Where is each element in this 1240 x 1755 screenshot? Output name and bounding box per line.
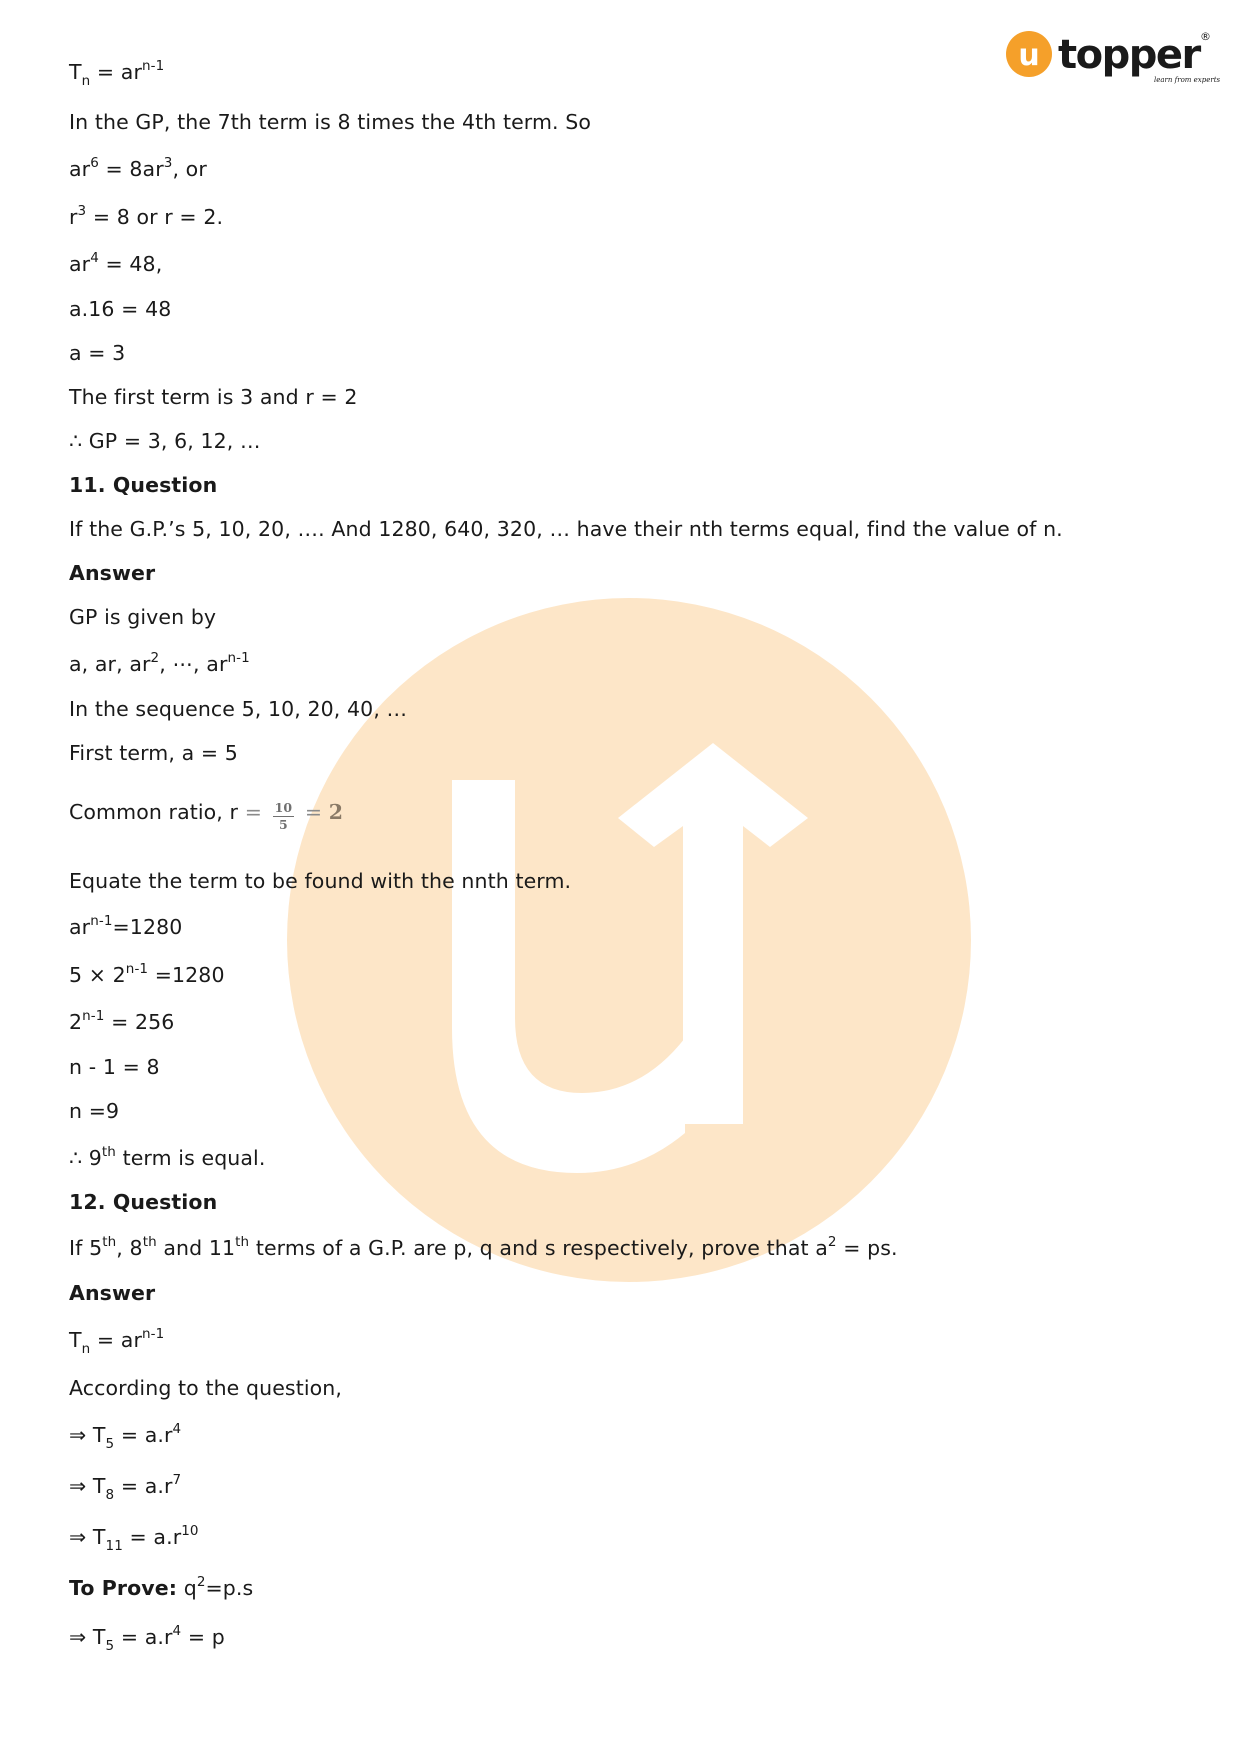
answer-heading: Answer xyxy=(69,1281,156,1305)
fraction: $\frac{10}{5}$ xyxy=(274,800,293,832)
text-line: a.16 = 48 xyxy=(69,297,172,321)
formula-line: $ar^4 = 48$, xyxy=(69,250,163,276)
question-11-title: 11. Question xyxy=(69,473,218,497)
answer-heading: Answer xyxy=(69,561,156,585)
formula-line: ⇒ $T_{11} = a.r^{10}$ xyxy=(69,1523,199,1554)
svg-text:learn from experts: learn from experts xyxy=(1154,76,1221,84)
question-12-text: If 5th, 8th and 11th terms of a G.P. are p, q and s respectively, prove that $a^2$ = ps. xyxy=(69,1234,898,1260)
svg-text:®: ® xyxy=(1200,30,1211,43)
question-11-text: If the G.P.’s 5, 10, 20, …. And 1280, 640, 320, … have their nth terms equal, find the value of n. xyxy=(69,517,1063,541)
formula-line: ∴ 9th term is equal. xyxy=(69,1144,266,1170)
formula-line: $ar^6 = 8ar^3$, or xyxy=(69,155,207,181)
formula-line: $ar^{n-1}=1280$ xyxy=(69,913,183,939)
text-line: In the sequence 5, 10, 20, 40, … xyxy=(69,697,408,721)
text-line: n - 1 = 8 xyxy=(69,1055,160,1079)
text-line: According to the question, xyxy=(69,1376,342,1400)
formula-line: a, ar, $ar^2$, ⋯, $ar^{n-1}$ xyxy=(69,650,250,676)
formula-line: $r^3 = 8$ or r = 2. xyxy=(69,203,224,229)
to-prove-line: To Prove: $q^2=p.s$ xyxy=(69,1574,254,1600)
svg-text:topper: topper xyxy=(1058,32,1200,78)
svg-text:u: u xyxy=(1018,38,1040,73)
formula-line: ⇒ $T_5 = a.r^4$ xyxy=(69,1421,182,1452)
topper-logo xyxy=(1006,27,1221,89)
formula-line: $T_n = ar^{n-1}$ xyxy=(69,58,165,89)
formula-line: ⇒ $T_8 = a.r^7$ xyxy=(69,1472,182,1503)
text-line: The first term is 3 and r = 2 xyxy=(69,385,358,409)
formula-line: ⇒ $T_5 = a.r^4 = p$ xyxy=(69,1623,225,1654)
text-line: First term, a = 5 xyxy=(69,741,238,765)
text-line: In the GP, the 7th term is 8 times the 4th term. So xyxy=(69,110,592,134)
formula-line: $T_n = ar^{n-1}$ xyxy=(69,1326,165,1357)
text-line: a = 3 xyxy=(69,341,126,365)
question-12-title: 12. Question xyxy=(69,1190,218,1214)
text-line: GP is given by xyxy=(69,605,217,629)
text-line: n =9 xyxy=(69,1099,120,1123)
text-line: ∴ GP = 3, 6, 12, … xyxy=(69,429,261,453)
formula-line: $2^{n-1} = 256$ xyxy=(69,1008,175,1034)
formula-line: $5 \times 2^{n-1} =1280$ xyxy=(69,961,225,987)
text-line: Equate the term to be found with the nnth term. xyxy=(69,869,572,893)
common-ratio-line: Common ratio, r = $\frac{10}{5}$ = 2 xyxy=(69,800,344,832)
